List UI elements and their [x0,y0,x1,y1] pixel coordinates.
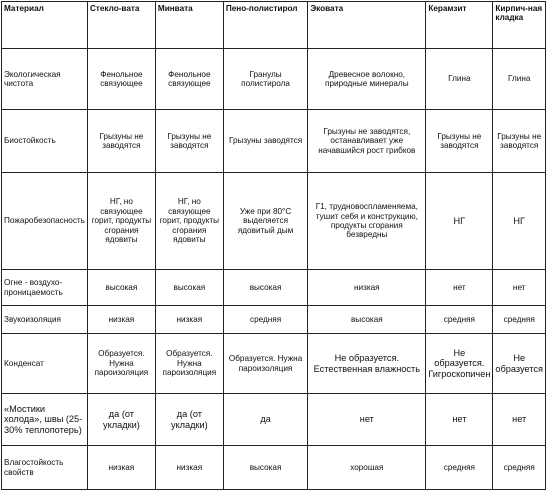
table-cell: Образуется. Нужна пароизоляция [155,334,223,394]
table-row [2,173,546,270]
table-cell: высокая [223,270,308,306]
row-label: Конденсат [2,334,88,394]
materials-comparison-table [1,1,546,490]
table-row [2,334,546,394]
table-cell: Уже при 80°С выделяется ядовитый дым [223,173,308,270]
table-cell: низкая [87,446,155,490]
table-cell: средняя [493,446,546,490]
header-cell: Материал [2,2,88,49]
table-cell: Грызуны не заводятся, останавливает уже начавшийся рост грибков [308,110,426,173]
table-row [2,110,546,173]
table-cell: НГ, но связующее горит, продукты сгорания ядовиты [87,173,155,270]
table-cell: нет [493,270,546,306]
table-row [2,446,546,490]
table-cell: Образуется. Нужна пароизоляция [223,334,308,394]
header-cell: Керамзит [426,2,493,49]
row-label: Биостойкость [2,110,88,173]
table-cell: нет [493,394,546,446]
row-label: Звукоизоляция [2,306,88,334]
table-cell: да [223,394,308,446]
row-label: Огне - воздухо-проницаемость [2,270,88,306]
table-cell: Грызуны заводятся [223,110,308,173]
table-cell: нет [426,270,493,306]
table-cell: Не образуется. Гигроскопичен [426,334,493,394]
table-cell: Фенольное связующее [155,49,223,110]
header-cell: Стекло-вата [87,2,155,49]
row-label: Пожаробезопасность [2,173,88,270]
table-cell: высокая [155,270,223,306]
table-cell: высокая [87,270,155,306]
table-cell: низкая [308,270,426,306]
table-cell: хорошая [308,446,426,490]
header-cell: Кирпич-ная кладка [493,2,546,49]
table-cell: средняя [426,306,493,334]
table-cell: нет [426,394,493,446]
table-cell: Не образуется. Естественная влажность [308,334,426,394]
table-cell: Грызуны не заводятся [426,110,493,173]
table-cell: да (от укладки) [155,394,223,446]
table-cell: Г1, трудновоспламеняема, тушит себя и конструкцию, продукты сгорания безвредны [308,173,426,270]
table-cell: Не образуется [493,334,546,394]
table-cell: Древесное волокно, природные минералы [308,49,426,110]
table-row [2,270,546,306]
header-cell: Эковата [308,2,426,49]
table-cell: НГ [426,173,493,270]
table-cell: высокая [223,446,308,490]
table-cell: низкая [87,306,155,334]
table-cell: НГ [493,173,546,270]
table-cell: НГ, но связующее горит, продукты сгорания ядовиты [155,173,223,270]
table-cell: низкая [155,446,223,490]
table-cell: Грызуны не заводятся [87,110,155,173]
table-cell: высокая [308,306,426,334]
row-label: Влагостойкость свойств [2,446,88,490]
header-cell: Минвата [155,2,223,49]
table-cell: Глина [493,49,546,110]
table-cell: низкая [155,306,223,334]
table-cell: Грызуны не заводятся [155,110,223,173]
table-cell: Грызуны не заводятся [493,110,546,173]
table-cell: Глина [426,49,493,110]
table-cell: да (от укладки) [87,394,155,446]
row-label: Экологическая чистота [2,49,88,110]
header-cell: Пено-полистирол [223,2,308,49]
table-cell: Образуется. Нужна пароизоляция [87,334,155,394]
table-cell: нет [308,394,426,446]
header-row [2,2,546,49]
table-cell: Фенольное связующее [87,49,155,110]
table-cell: средняя [223,306,308,334]
table-row [2,394,546,446]
table-cell: Гранулы полистирола [223,49,308,110]
table-cell: средняя [426,446,493,490]
row-label: «Мостики холода», швы (25-30% теплопотерь) [2,394,88,446]
table-cell: средняя [493,306,546,334]
table-row [2,306,546,334]
table-row [2,49,546,110]
